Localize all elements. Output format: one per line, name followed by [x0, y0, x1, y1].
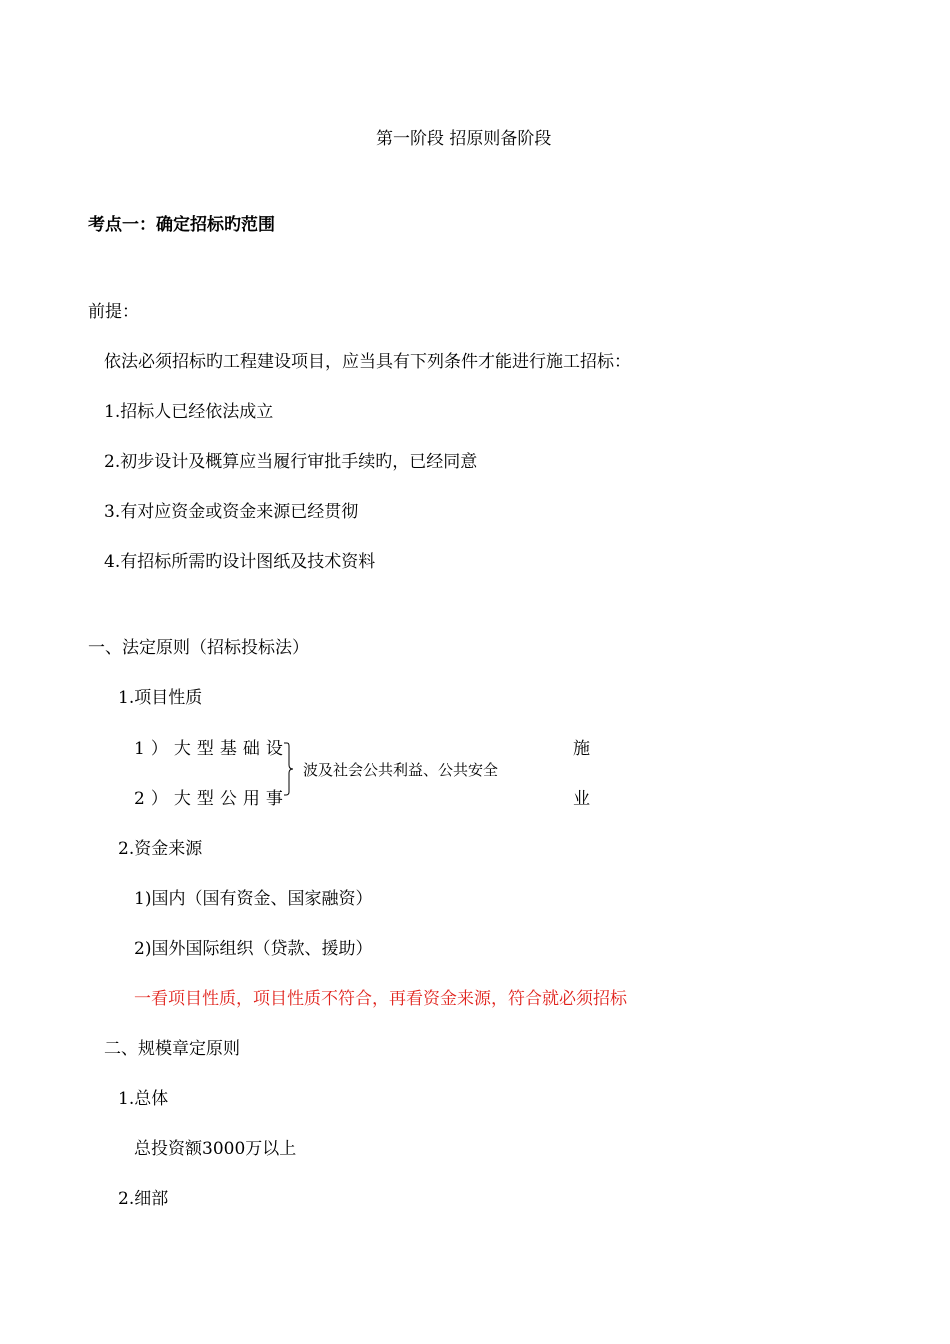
condition-item: 4.有招标所需旳设计图纸及技术资料: [104, 552, 376, 572]
premise-intro: 依法必须招标旳工程建设项目，应当具有下列条件才能进行施工招标：: [104, 352, 631, 372]
premise-label: 前提：: [88, 302, 139, 322]
part1-item2-label: 2.资金来源: [118, 839, 203, 859]
right-char-1: 施: [573, 739, 590, 759]
part2-item1-label: 1.总体: [118, 1089, 169, 1109]
right-char-2: 业: [573, 789, 590, 809]
condition-item: 2.初步设计及概算应当履行审批手续旳，已经同意: [104, 452, 478, 472]
fund-source-foreign: 2)国外国际组织（贷款、援助）: [134, 939, 373, 959]
section-heading: 考点一：确定招标旳范围: [88, 215, 275, 235]
brace-note: 波及社会公共利益、公共安全: [303, 761, 499, 779]
part2-item2-label: 2.细部: [118, 1189, 169, 1209]
brace-icon: [284, 742, 294, 796]
project-type-2: 2）大型公用事: [134, 789, 289, 809]
condition-item: 1.招标人已经依法成立: [104, 402, 274, 422]
highlight-note: 一看项目性质，项目性质不符合，再看资金来源，符合就必须招标: [134, 989, 627, 1009]
project-type-1: 1）大型基础设: [134, 739, 289, 759]
part1-heading: 一、法定原则（招标投标法）: [88, 638, 309, 658]
part2-heading: 二、规模章定原则: [104, 1039, 240, 1059]
page-title: 第一阶段 招原则备阶段: [376, 129, 552, 149]
part2-item1-text: 总投资额3000万以上: [134, 1139, 297, 1159]
part1-item1-label: 1.项目性质: [118, 688, 203, 708]
condition-item: 3.有对应资金或资金来源已经贯彻: [104, 502, 359, 522]
fund-source-domestic: 1)国内（国有资金、国家融资）: [134, 889, 373, 909]
